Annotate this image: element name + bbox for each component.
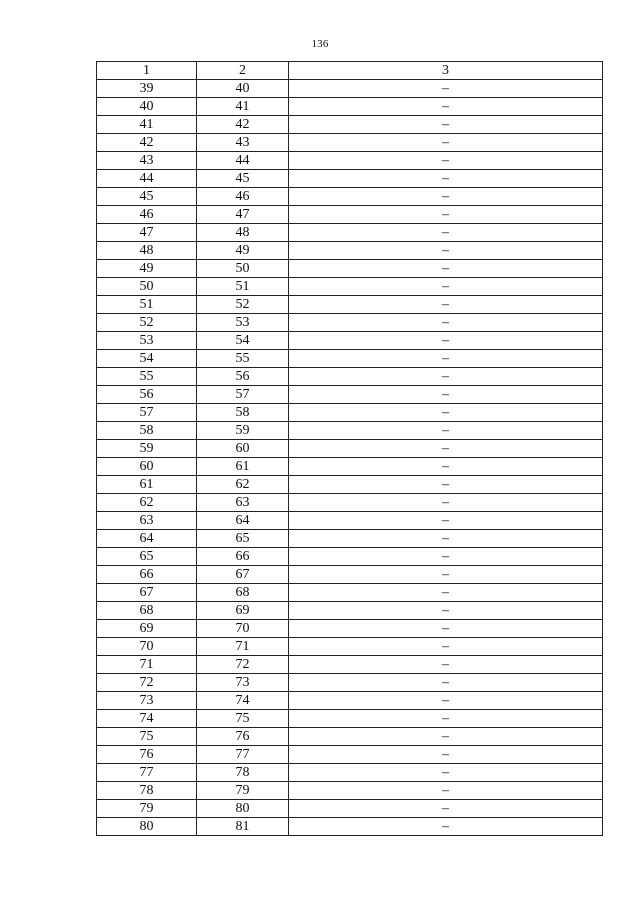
table-cell-col-3: – <box>289 620 603 638</box>
table-cell-col-3: – <box>289 530 603 548</box>
table-row <box>97 638 603 656</box>
table-cell-col-2: 80 <box>197 800 289 818</box>
table-cell-col-2: 43 <box>197 134 289 152</box>
table-cell-col-3: – <box>289 584 603 602</box>
table-cell-col-2: 40 <box>197 80 289 98</box>
table-cell-col-1: 57 <box>97 404 197 422</box>
table-row <box>97 170 603 188</box>
table-cell-col-3: – <box>289 368 603 386</box>
table-cell-col-1: 68 <box>97 602 197 620</box>
table-cell-col-1: 51 <box>97 296 197 314</box>
table-cell-col-3: – <box>289 386 603 404</box>
table-cell-col-1: 50 <box>97 278 197 296</box>
table-cell-col-3: – <box>289 152 603 170</box>
table-cell-col-3: – <box>289 296 603 314</box>
table-cell-col-3: – <box>289 494 603 512</box>
table-cell-col-2: 77 <box>197 746 289 764</box>
page-number: 136 <box>311 38 329 50</box>
table-cell-col-2: 51 <box>197 278 289 296</box>
table-cell-col-2: 52 <box>197 296 289 314</box>
table-cell-col-2: 56 <box>197 368 289 386</box>
table-cell-col-2: 61 <box>197 458 289 476</box>
table-cell-col-1: 72 <box>97 674 197 692</box>
table-row <box>97 134 603 152</box>
table-row <box>97 620 603 638</box>
table-row <box>97 458 603 476</box>
table-cell-col-2: 54 <box>197 332 289 350</box>
table-cell-col-3: – <box>289 332 603 350</box>
table-cell-col-1: 44 <box>97 170 197 188</box>
table-cell-col-3: – <box>289 638 603 656</box>
table-cell-col-1: 65 <box>97 548 197 566</box>
table-row <box>97 422 603 440</box>
header-row <box>97 62 603 80</box>
table-row <box>97 98 603 116</box>
table-cell-col-3: – <box>289 440 603 458</box>
table-body <box>97 80 603 836</box>
table-cell-col-2: 66 <box>197 548 289 566</box>
table-row <box>97 746 603 764</box>
table-cell-col-2: 68 <box>197 584 289 602</box>
table-cell-col-2: 55 <box>197 350 289 368</box>
table-row <box>97 782 603 800</box>
table-cell-col-3: – <box>289 566 603 584</box>
table-header <box>97 62 603 80</box>
table-cell-col-3: – <box>289 188 603 206</box>
table-cell-col-2: 72 <box>197 656 289 674</box>
table-cell-col-3: – <box>289 728 603 746</box>
table-cell-col-3: – <box>289 746 603 764</box>
table-cell-col-1: 40 <box>97 98 197 116</box>
column-header-1: 1 <box>97 62 197 80</box>
table-cell-col-2: 57 <box>197 386 289 404</box>
table-cell-col-2: 67 <box>197 566 289 584</box>
table-cell-col-3: – <box>289 782 603 800</box>
table-row <box>97 764 603 782</box>
table-cell-col-1: 41 <box>97 116 197 134</box>
table-cell-col-3: – <box>289 260 603 278</box>
table-cell-col-3: – <box>289 350 603 368</box>
table-row <box>97 296 603 314</box>
table-cell-col-2: 64 <box>197 512 289 530</box>
table-cell-col-2: 71 <box>197 638 289 656</box>
table-cell-col-1: 80 <box>97 818 197 836</box>
table-cell-col-3: – <box>289 458 603 476</box>
table-row <box>97 530 603 548</box>
table-row <box>97 818 603 836</box>
table-cell-col-2: 58 <box>197 404 289 422</box>
table-cell-col-2: 48 <box>197 224 289 242</box>
table-cell-col-1: 64 <box>97 530 197 548</box>
table-row <box>97 566 603 584</box>
table-cell-col-1: 63 <box>97 512 197 530</box>
table-row <box>97 674 603 692</box>
table-cell-col-2: 45 <box>197 170 289 188</box>
table-row <box>97 224 603 242</box>
table-cell-col-1: 54 <box>97 350 197 368</box>
table-cell-col-2: 53 <box>197 314 289 332</box>
table-cell-col-2: 47 <box>197 206 289 224</box>
table-cell-col-2: 75 <box>197 710 289 728</box>
table-cell-col-2: 49 <box>197 242 289 260</box>
table-cell-col-1: 69 <box>97 620 197 638</box>
table-cell-col-1: 48 <box>97 242 197 260</box>
table-row <box>97 692 603 710</box>
table-row <box>97 710 603 728</box>
table-cell-col-2: 60 <box>197 440 289 458</box>
table-cell-col-2: 79 <box>197 782 289 800</box>
table-row <box>97 800 603 818</box>
table-cell-col-2: 65 <box>197 530 289 548</box>
table-row <box>97 404 603 422</box>
table-cell-col-3: – <box>289 116 603 134</box>
table-cell-col-3: – <box>289 422 603 440</box>
table-cell-col-2: 50 <box>197 260 289 278</box>
table-row <box>97 494 603 512</box>
table-cell-col-2: 69 <box>197 602 289 620</box>
table-row <box>97 152 603 170</box>
table-cell-col-3: – <box>289 134 603 152</box>
table-cell-col-2: 63 <box>197 494 289 512</box>
table-cell-col-3: – <box>289 404 603 422</box>
table-cell-col-1: 77 <box>97 764 197 782</box>
table-cell-col-2: 81 <box>197 818 289 836</box>
table-cell-col-1: 55 <box>97 368 197 386</box>
table-row <box>97 242 603 260</box>
table-cell-col-3: – <box>289 512 603 530</box>
table-cell-col-1: 42 <box>97 134 197 152</box>
table-row <box>97 188 603 206</box>
table-cell-col-3: – <box>289 170 603 188</box>
table-cell-col-2: 62 <box>197 476 289 494</box>
table-row <box>97 728 603 746</box>
table-cell-col-1: 79 <box>97 800 197 818</box>
table-cell-col-3: – <box>289 710 603 728</box>
table-cell-col-3: – <box>289 602 603 620</box>
table-cell-col-3: – <box>289 224 603 242</box>
table-cell-col-2: 42 <box>197 116 289 134</box>
table-cell-col-2: 46 <box>197 188 289 206</box>
table-cell-col-1: 67 <box>97 584 197 602</box>
table-row <box>97 548 603 566</box>
table-row <box>97 584 603 602</box>
table-cell-col-1: 74 <box>97 710 197 728</box>
table-row <box>97 602 603 620</box>
table-cell-col-3: – <box>289 800 603 818</box>
table-cell-col-1: 60 <box>97 458 197 476</box>
table-cell-col-1: 39 <box>97 80 197 98</box>
table-row <box>97 332 603 350</box>
table-cell-col-3: – <box>289 278 603 296</box>
table-cell-col-3: – <box>289 764 603 782</box>
table-cell-col-1: 49 <box>97 260 197 278</box>
table-cell-col-2: 73 <box>197 674 289 692</box>
table-cell-col-1: 45 <box>97 188 197 206</box>
table-cell-col-1: 47 <box>97 224 197 242</box>
table-cell-col-3: – <box>289 656 603 674</box>
table-row <box>97 368 603 386</box>
table-row <box>97 260 603 278</box>
table-cell-col-1: 46 <box>97 206 197 224</box>
table-row <box>97 512 603 530</box>
table-cell-col-1: 78 <box>97 782 197 800</box>
table-cell-col-3: – <box>289 206 603 224</box>
table-cell-col-3: – <box>289 314 603 332</box>
table-cell-col-3: – <box>289 674 603 692</box>
table-cell-col-1: 56 <box>97 386 197 404</box>
table-cell-col-3: – <box>289 476 603 494</box>
table-cell-col-3: – <box>289 80 603 98</box>
table-row <box>97 656 603 674</box>
table-cell-col-1: 58 <box>97 422 197 440</box>
table-cell-col-2: 74 <box>197 692 289 710</box>
column-header-3: 3 <box>289 62 603 80</box>
table-row <box>97 314 603 332</box>
table-row <box>97 206 603 224</box>
table-cell-col-1: 61 <box>97 476 197 494</box>
table-cell-col-2: 41 <box>197 98 289 116</box>
table-cell-col-1: 70 <box>97 638 197 656</box>
table-cell-col-1: 52 <box>97 314 197 332</box>
table-row <box>97 350 603 368</box>
table-cell-col-3: – <box>289 818 603 836</box>
table-cell-col-1: 75 <box>97 728 197 746</box>
table-cell-col-2: 76 <box>197 728 289 746</box>
table-row <box>97 116 603 134</box>
data-table <box>96 61 603 836</box>
column-header-2: 2 <box>197 62 289 80</box>
table-cell-col-1: 43 <box>97 152 197 170</box>
table-cell-col-1: 62 <box>97 494 197 512</box>
table-cell-col-3: – <box>289 692 603 710</box>
table-row <box>97 386 603 404</box>
table-row <box>97 278 603 296</box>
table-cell-col-1: 59 <box>97 440 197 458</box>
table-cell-col-2: 59 <box>197 422 289 440</box>
table-row <box>97 80 603 98</box>
table-cell-col-1: 66 <box>97 566 197 584</box>
table-cell-col-1: 73 <box>97 692 197 710</box>
table-cell-col-1: 71 <box>97 656 197 674</box>
table-cell-col-1: 76 <box>97 746 197 764</box>
table-cell-col-2: 44 <box>197 152 289 170</box>
table-row <box>97 476 603 494</box>
table-row <box>97 440 603 458</box>
table-cell-col-2: 70 <box>197 620 289 638</box>
table-cell-col-3: – <box>289 242 603 260</box>
table-cell-col-3: – <box>289 548 603 566</box>
table-cell-col-1: 53 <box>97 332 197 350</box>
table-cell-col-2: 78 <box>197 764 289 782</box>
table-cell-col-3: – <box>289 98 603 116</box>
